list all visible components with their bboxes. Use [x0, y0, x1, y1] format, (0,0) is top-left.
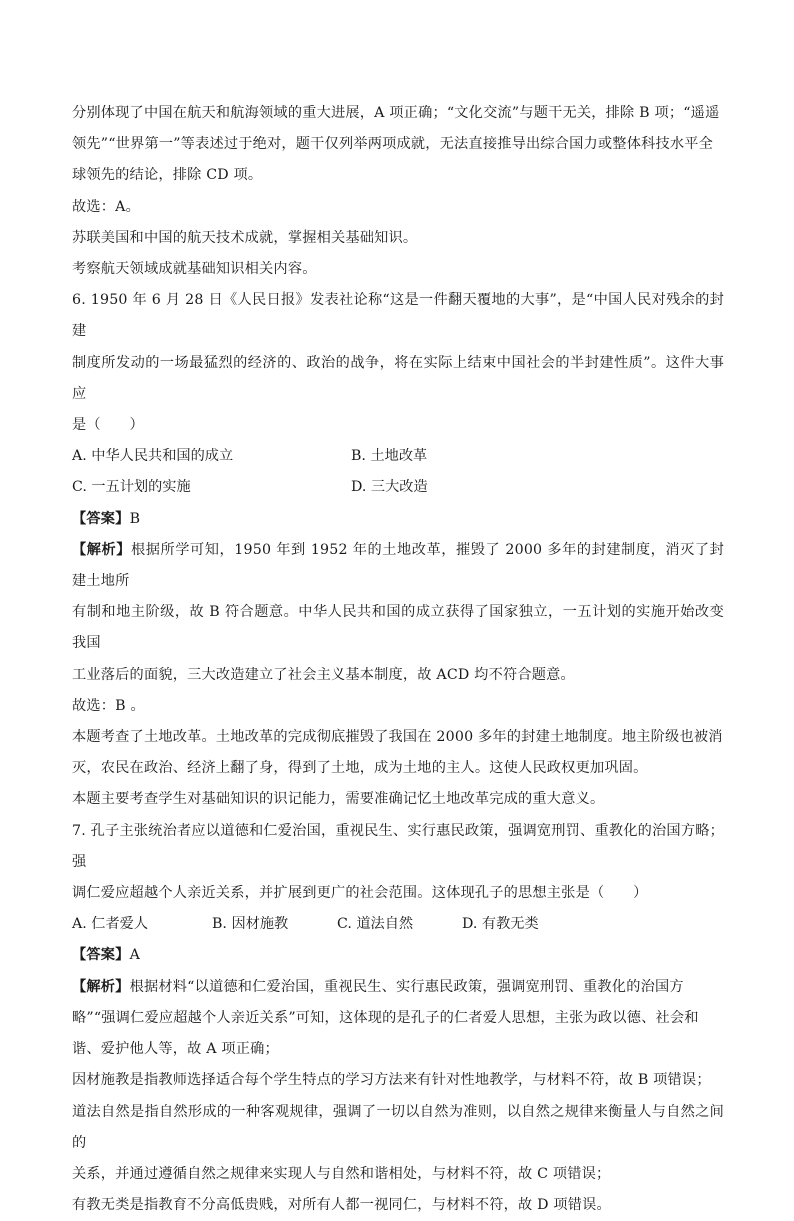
q7-option-c: C. 道法自然	[337, 916, 414, 933]
q6-analysis-line: 工业落后的面貌，三大改造建立了社会主义基本制度，故 ACD 均不符合题意。	[72, 666, 575, 683]
q7-stem-line: 7. 孔子主张统治者应以道德和仁爱治国，重视民生、实行惠民政策，强调宽刑罚、重教化的治国方略；强	[72, 822, 724, 870]
q6-analysis-line: 有制和地主阶级，故 B 符合题意。中华人民共和国的成立获得了国家独立，一五计划的实施开始改变我国	[72, 604, 724, 652]
q6-choose: 故选：B 。	[72, 697, 145, 714]
q6-summary-line: 本题考查了土地改革。土地改革的完成彻底摧毁了我国在 2000 多年的封建土地制度。地主阶级也被消	[72, 729, 723, 746]
q6-options-row-1	[72, 441, 724, 472]
q5-analysis-line: 分别体现了中国在航天和航海领域的重大进展，A 项正确；“文化交流”与题干无关，排除 B 项；“遥遥	[72, 105, 720, 121]
q6-stem-line: 6. 1950 年 6 月 28 日《人民日报》发表社论称“这是一件翻天覆地的大事”，是“中国人民对残余的封建	[72, 292, 724, 340]
q6-options-row-2	[72, 472, 724, 503]
q7-analysis-line: 关系，并通过遵循自然之规律来实现人与自然和谐相处，与材料不符，故 C 项错误；	[72, 1165, 611, 1182]
q7-option-a: A. 仁者爱人	[72, 916, 149, 933]
q7-analysis-text: 根据材料“以道德和仁爱治国，重视民生、实行惠民政策，强调宽刑罚、重教化的治国方	[129, 978, 684, 995]
q6-summary2: 本题主要考查学生对基础知识的识记能力，需要准确记忆土地改革完成的重大意义。	[72, 791, 605, 808]
q5-analysis-line: 球领先的结论，排除 CD 项。	[72, 167, 263, 184]
q6-option-a: A. 中华人民共和国的成立	[72, 448, 234, 465]
q6-analysis-line	[72, 535, 724, 597]
q5-note: 考察航天领域成就基础知识相关内容。	[72, 261, 317, 278]
q6-answer-value: B	[129, 510, 141, 527]
q7-analysis-line: 略”“强调仁爱应超越个人亲近关系”可知，这体现的是孔子的仁者爱人思想，主张为政以德、社会和	[72, 1009, 699, 1026]
q6-stem-line: 制度所发动的一场最猛烈的经济的、政治的战争，将在实际上结束中国社会的半封建性质”。这件大事应	[72, 354, 724, 402]
q6-option-b: B. 土地改革	[351, 448, 428, 465]
q7-options-row	[72, 909, 724, 940]
analysis-tag: 【解析】	[72, 541, 132, 558]
document-page	[72, 98, 724, 1221]
analysis-tag: 【解析】	[72, 978, 130, 995]
answer-tag: 【答案】	[72, 510, 130, 527]
q7-stem-line: 调仁爱应超越个人亲近关系，并扩展到更广的社会范围。这体现孔子的思想主张是（ ）	[72, 885, 648, 902]
q6-option-d: D. 三大改造	[351, 479, 428, 496]
q5-analysis-line: 领先”“世界第一”等表述过于绝对，题干仅列举两项成就，无法直接推导出综合国力或整体科技水平全	[72, 136, 714, 153]
q7-analysis-line: 因材施教是指教师选择适合每个学生特点的学习方法来有针对性地教学，与材料不符，故 B 项错误；	[72, 1072, 711, 1089]
answer-tag: 【答案】	[72, 947, 130, 964]
q5-note: 苏联美国和中国的航天技术成就，掌握相关基础知识。	[72, 229, 418, 246]
q5-choose: 故选：A。	[72, 198, 140, 215]
q7-option-b: B. 因材施教	[212, 916, 289, 933]
q7-answer	[72, 940, 724, 971]
q7-answer-value: A	[129, 947, 141, 964]
q6-analysis-text: 根据所学可知，1950 年到 1952 年的土地改革，摧毁了 2000 多年的封建制度，消灭了封建土地所	[72, 541, 724, 590]
q7-analysis-line: 谐、爱护他人等，故 A 项正确；	[72, 1041, 279, 1058]
q7-option-d: D. 有教无类	[462, 916, 539, 933]
q6-stem-line: 是（ ）	[72, 417, 144, 434]
q6-summary-line: 灭，农民在政治、经济上翻了身，得到了土地，成为土地的主人。这使人民政权更加巩固。	[72, 760, 648, 777]
q7-analysis-line	[72, 972, 724, 1003]
q7-analysis-line: 有教无类是指教育不分高低贵贱，对所有人都一视同仁，与材料不符，故 D 项错误。	[72, 1197, 611, 1214]
q7-analysis-line: 道法自然是指自然形成的一种客观规律，强调了一切以自然为准则，以自然之规律来衡量人与自然之间的	[72, 1103, 724, 1151]
q6-option-c: C. 一五计划的实施	[72, 479, 191, 496]
q6-answer	[72, 504, 724, 535]
